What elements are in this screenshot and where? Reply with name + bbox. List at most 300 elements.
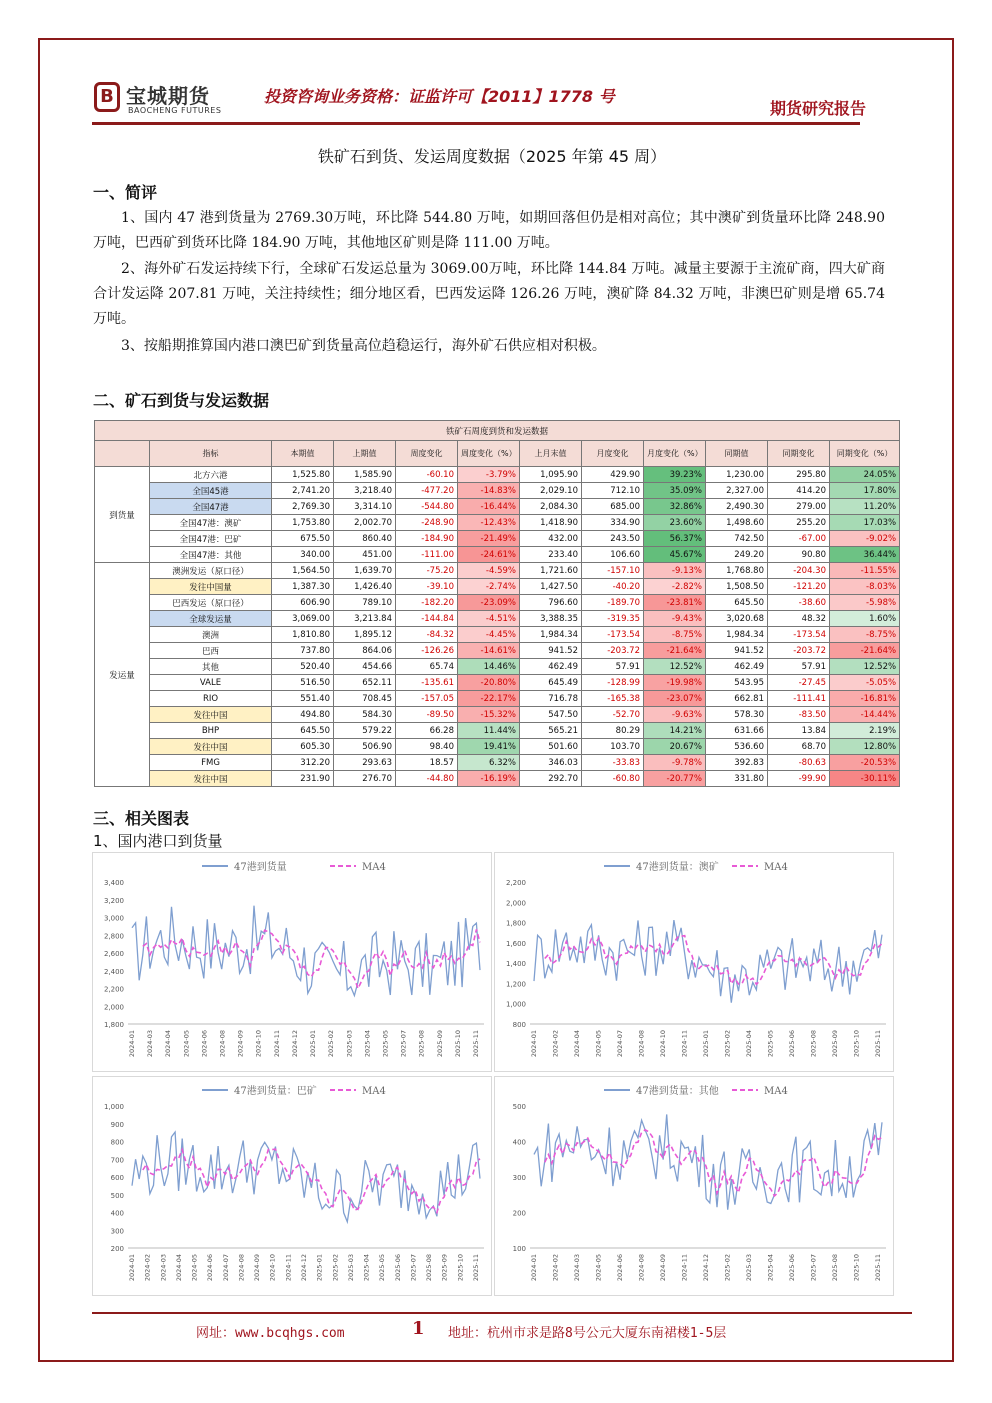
table-cell: -60.10 (396, 467, 458, 483)
table-cell: -248.90 (396, 515, 458, 531)
table-row (95, 659, 900, 675)
x-tick-label: 2024-12 (290, 1030, 299, 1058)
table-cell: 249.20 (706, 547, 768, 563)
table-cell: -8.75% (644, 627, 706, 643)
table-cell: -20.53% (830, 755, 900, 771)
x-tick-label: 2024-08 (237, 1254, 246, 1282)
table-row (95, 723, 900, 739)
table-cell: -80.63 (768, 755, 830, 771)
table-cell: 1,387.30 (272, 579, 334, 595)
table-cell: -203.72 (768, 643, 830, 659)
table-row-label: 澳洲 (150, 627, 272, 643)
table-cell: -9.13% (644, 563, 706, 579)
table-cell: 2,002.70 (334, 515, 396, 531)
table-cell: -184.90 (396, 531, 458, 547)
table-row-label: 全国47港：巴矿 (150, 531, 272, 547)
table-cell: -16.81% (830, 691, 900, 707)
table-cell: 606.90 (272, 595, 334, 611)
table-cell: -135.61 (396, 675, 458, 691)
x-tick-label: 2024-09 (659, 1254, 667, 1282)
table-cell: 20.67% (644, 739, 706, 755)
table-row (95, 707, 900, 723)
table-cell: 1,418.90 (520, 515, 582, 531)
table-row-label: 巴西 (150, 643, 272, 659)
table-cell: -83.50 (768, 707, 830, 723)
x-tick-label: 2024-10 (268, 1254, 277, 1282)
table-cell: 506.90 (334, 739, 396, 755)
legend-series-label: 47港到货量：澳矿 (636, 862, 719, 873)
x-tick-label: 2025-01 (315, 1254, 324, 1282)
table-cell: -14.83% (458, 483, 520, 499)
x-tick-label: 2025-10 (852, 1254, 861, 1282)
table-cell: -204.30 (768, 563, 830, 579)
table-row (95, 691, 900, 707)
table-cell: 12.52% (644, 659, 706, 675)
logo-mark-icon: B (94, 82, 120, 112)
y-tick-label: 2,200 (505, 879, 526, 887)
table-cell: -182.20 (396, 595, 458, 611)
table-cell: -14.61% (458, 643, 520, 659)
x-tick-label: 2024-07 (616, 1030, 624, 1058)
table-header-row (95, 441, 900, 467)
chart-47-ports-other (494, 1076, 894, 1296)
section-heading-summary: 一、简评 (93, 183, 158, 202)
x-tick-label: 2025-11 (874, 1254, 882, 1282)
table-header-cell: 指标 (150, 441, 272, 467)
table-row-label: 发往中国 (150, 739, 272, 755)
table-cell: -12.43% (458, 515, 520, 531)
table-cell: -126.26 (396, 643, 458, 659)
table-row (95, 739, 900, 755)
table-cell: 11.44% (458, 723, 520, 739)
table-cell: 645.49 (520, 675, 582, 691)
table-header-cell: 本期值 (272, 441, 334, 467)
y-tick-label: 3,400 (103, 879, 124, 887)
table-row (95, 563, 900, 579)
table-cell: 279.00 (768, 499, 830, 515)
table-cell: 65.74 (396, 659, 458, 675)
table-row-label: 北方六港 (150, 467, 272, 483)
summary-paragraph-3: 3、按船期推算国内港口澳巴矿到货量高位趋稳运行，海外矿石供应相对积极。 (121, 338, 606, 354)
x-tick-label: 2024-03 (159, 1254, 168, 1282)
chart-47-ports (92, 852, 492, 1072)
legend-series-label: 47港到货量 (234, 862, 287, 873)
table-cell: -111.00 (396, 547, 458, 563)
table-cell: 295.80 (768, 467, 830, 483)
table-cell: -477.20 (396, 483, 458, 499)
y-tick-label: 3,000 (103, 914, 124, 923)
table-cell: 543.95 (706, 675, 768, 691)
table-cell: 1,498.60 (706, 515, 768, 531)
table-cell: 1,525.80 (272, 467, 334, 483)
y-tick-label: 2,200 (103, 985, 124, 994)
table-cell: 675.50 (272, 531, 334, 547)
x-tick-label: 2024-03 (573, 1254, 581, 1282)
table-cell: 2.19% (830, 723, 900, 739)
x-tick-label: 2025-11 (472, 1254, 480, 1282)
table-cell: -19.98% (644, 675, 706, 691)
table-group-label: 发运量 (95, 563, 150, 787)
x-tick-label: 2024-04 (573, 1030, 581, 1058)
table-cell: 737.80 (272, 643, 334, 659)
y-tick-label: 1,400 (505, 960, 526, 969)
y-tick-label: 800 (512, 1021, 526, 1029)
table-cell: 35.09% (644, 483, 706, 499)
x-tick-label: 2024-10 (254, 1030, 263, 1058)
table-cell: -89.50 (396, 707, 458, 723)
table-header-cell: 同期变化 (768, 441, 830, 467)
table-cell: -2.74% (458, 579, 520, 595)
table-cell: 80.29 (582, 723, 644, 739)
y-tick-label: 1,800 (505, 919, 526, 928)
table-cell: -203.72 (582, 643, 644, 659)
x-tick-label: 2025-05 (381, 1030, 390, 1058)
y-tick-label: 200 (512, 1209, 526, 1218)
table-cell: -39.10 (396, 579, 458, 595)
x-tick-label: 2025-08 (425, 1254, 434, 1282)
x-tick-label: 2024-05 (594, 1030, 603, 1058)
charts-subheading: 1、国内港口到货量 (93, 832, 223, 850)
y-tick-label: 3,200 (103, 896, 124, 905)
table-cell: 1,095.90 (520, 467, 582, 483)
table-cell: 579.22 (334, 723, 396, 739)
legend-series-label: 47港到货量：巴矿 (234, 1086, 317, 1097)
table-cell: 708.45 (334, 691, 396, 707)
x-tick-label: 2024-06 (200, 1030, 209, 1058)
legend-ma-label: MA4 (764, 1086, 788, 1097)
table-cell: 103.70 (582, 739, 644, 755)
chart-47-ports-other-svg (494, 1076, 894, 1296)
table-cell: 98.40 (396, 739, 458, 755)
table-row-label: 全国47港：其他 (150, 547, 272, 563)
qualification-text: 投资咨询业务资格：证监许可【2011】1778 号 (264, 87, 615, 106)
chart-47-ports-svg (92, 852, 492, 1072)
x-tick-label: 2025-10 (453, 1030, 462, 1058)
table-header-cell: 周度变化（%） (458, 441, 520, 467)
x-tick-label: 2025-08 (831, 1254, 839, 1282)
x-tick-label: 2025-05 (378, 1254, 387, 1282)
table-cell: 56.37% (644, 531, 706, 547)
table-row-label: 发往中国 (150, 771, 272, 787)
x-tick-label: 2024-02 (551, 1030, 560, 1058)
table-cell: 605.30 (272, 739, 334, 755)
ore-data-table (94, 420, 900, 787)
table-row (95, 611, 900, 627)
y-tick-label: 500 (110, 1191, 124, 1200)
table-cell: -22.17% (458, 691, 520, 707)
y-tick-label: 100 (512, 1245, 526, 1253)
table-row (95, 531, 900, 547)
table-cell: -84.32 (396, 627, 458, 643)
table-cell: -11.55% (830, 563, 900, 579)
table-cell: -5.05% (830, 675, 900, 691)
table-cell: 233.40 (520, 547, 582, 563)
table-cell: -165.38 (582, 691, 644, 707)
report-type: 期货研究报告 (769, 99, 866, 118)
table-cell: 685.00 (582, 499, 644, 515)
table-cell: 1,984.34 (520, 627, 582, 643)
table-row (95, 579, 900, 595)
table-cell: 3,314.10 (334, 499, 396, 515)
x-tick-label: 2025-08 (809, 1030, 818, 1058)
x-tick-label: 2024-01 (128, 1030, 136, 1058)
table-cell: -24.61% (458, 547, 520, 563)
table-cell: -121.20 (768, 579, 830, 595)
table-cell: 90.80 (768, 547, 830, 563)
table-cell: 1,427.50 (520, 579, 582, 595)
x-tick-label: 2025-07 (409, 1254, 418, 1282)
table-cell: -75.20 (396, 563, 458, 579)
table-cell: 3,388.35 (520, 611, 582, 627)
table-cell: 36.44% (830, 547, 900, 563)
table-cell: -2.82% (644, 579, 706, 595)
table-cell: 346.03 (520, 755, 582, 771)
y-tick-label: 800 (110, 1138, 124, 1147)
x-tick-label: 2025-02 (331, 1254, 340, 1282)
x-tick-label: 2024-01 (128, 1254, 136, 1282)
x-tick-label: 2024-11 (272, 1030, 281, 1058)
table-cell: -9.43% (644, 611, 706, 627)
table-cell: 432.00 (520, 531, 582, 547)
table-row (95, 467, 900, 483)
table-row (95, 627, 900, 643)
table-cell: 584.30 (334, 707, 396, 723)
x-tick-label: 2024-11 (284, 1254, 293, 1282)
table-cell: -8.75% (830, 627, 900, 643)
x-tick-label: 2025-08 (417, 1030, 426, 1058)
table-cell: 292.70 (520, 771, 582, 787)
table-cell: -5.98% (830, 595, 900, 611)
table-cell: -16.19% (458, 771, 520, 787)
table-row-label: RIO (150, 691, 272, 707)
table-row (95, 675, 900, 691)
x-tick-label: 2025-04 (363, 1030, 372, 1058)
table-cell: 32.86% (644, 499, 706, 515)
legend-ma-label: MA4 (362, 862, 386, 873)
x-tick-label: 2025-06 (788, 1254, 796, 1282)
footer-website: 网址：www.bcqhgs.com (196, 1326, 345, 1341)
table-cell: 1,230.00 (706, 467, 768, 483)
table-cell: -4.59% (458, 563, 520, 579)
footer-address: 地址：杭州市求是路8号公元大厦东南裙楼1-5层 (448, 1326, 727, 1341)
x-tick-label: 2024-10 (659, 1030, 667, 1058)
x-tick-label: 2025-11 (472, 1030, 480, 1058)
y-tick-label: 1,000 (103, 1103, 124, 1111)
table-cell: 14.21% (644, 723, 706, 739)
table-cell: 255.20 (768, 515, 830, 531)
summary-paragraph-1: 1、国内 47 港到货量为 2769.30万吨，环比降 544.80 万吨，如期回落但仍是相对高位；其中澳矿到货量环比降 248.90 万吨，巴西矿到货环比降 184.90 万吨，其他地区矿则是降 111.00 万吨。 (93, 210, 885, 251)
table-cell: 3,020.68 (706, 611, 768, 627)
table-cell: 106.60 (582, 547, 644, 563)
x-tick-label: 2025-06 (393, 1254, 402, 1282)
table-cell: 243.50 (582, 531, 644, 547)
company-logo (92, 78, 242, 118)
table-cell: -157.10 (582, 563, 644, 579)
table-cell: -60.80 (582, 771, 644, 787)
x-tick-label: 2025-03 (345, 1030, 354, 1058)
table-row (95, 547, 900, 563)
table-cell: 520.40 (272, 659, 334, 675)
y-tick-label: 400 (512, 1138, 526, 1147)
table-cell: 941.52 (706, 643, 768, 659)
table-header-cell: 月度变化（%） (644, 441, 706, 467)
table-cell: -9.02% (830, 531, 900, 547)
x-tick-label: 2024-12 (702, 1254, 710, 1282)
table-header-cell: 同期值 (706, 441, 768, 467)
table-cell: 231.90 (272, 771, 334, 787)
x-tick-label: 2024-06 (206, 1254, 215, 1282)
y-tick-label: 1,600 (505, 939, 526, 948)
x-tick-label: 2025-03 (745, 1254, 753, 1282)
table-cell: -20.77% (644, 771, 706, 787)
table-cell: 789.10 (334, 595, 396, 611)
x-tick-label: 2025-04 (766, 1254, 775, 1282)
table-cell: 551.40 (272, 691, 334, 707)
x-tick-label: 2024-02 (143, 1254, 152, 1282)
table-header-cell: 上期值 (334, 441, 396, 467)
table-cell: -23.07% (644, 691, 706, 707)
legend-series-label: 47港到货量：其他 (636, 1086, 719, 1097)
table-cell: 1,984.34 (706, 627, 768, 643)
table-cell: 14.46% (458, 659, 520, 675)
x-tick-label: 2024-08 (637, 1030, 646, 1058)
y-tick-label: 2,400 (103, 967, 124, 976)
table-row-label: 全国47港：澳矿 (150, 515, 272, 531)
table-cell: -16.44% (458, 499, 520, 515)
table-cell: 712.10 (582, 483, 644, 499)
y-tick-label: 300 (512, 1174, 526, 1182)
x-tick-label: 2024-09 (253, 1254, 262, 1282)
table-cell: 1,768.80 (706, 563, 768, 579)
header-divider (92, 122, 860, 125)
table-cell: 66.28 (396, 723, 458, 739)
table-cell: 2,327.00 (706, 483, 768, 499)
table-cell: 1.60% (830, 611, 900, 627)
table-cell: 941.52 (520, 643, 582, 659)
x-tick-label: 2025-04 (745, 1030, 753, 1058)
table-cell: -21.64% (830, 643, 900, 659)
table-cell: 2,490.30 (706, 499, 768, 515)
table-cell: 742.50 (706, 531, 768, 547)
table-cell: 1,564.50 (272, 563, 334, 579)
x-tick-label: 2025-03 (346, 1254, 355, 1282)
x-tick-label: 2024-09 (236, 1030, 245, 1058)
x-tick-label: 2024-04 (164, 1030, 173, 1058)
table-cell: 631.66 (706, 723, 768, 739)
table-cell: 57.91 (768, 659, 830, 675)
table-cell: 12.52% (830, 659, 900, 675)
logo-en-text: BAOCHENG FUTURES (128, 106, 222, 115)
chart-47-ports-bra-svg (92, 1076, 492, 1296)
x-tick-label: 2024-08 (218, 1030, 227, 1058)
table-cell: 6.32% (458, 755, 520, 771)
table-cell: 414.20 (768, 483, 830, 499)
table-cell: 2,741.20 (272, 483, 334, 499)
x-tick-label: 2024-01 (530, 1254, 538, 1282)
table-cell: 454.66 (334, 659, 396, 675)
x-tick-label: 2024-07 (221, 1254, 230, 1282)
table-row-label: 巴西发运（原口径） (150, 595, 272, 611)
table-cell: 2,084.30 (520, 499, 582, 515)
table-cell: 429.90 (582, 467, 644, 483)
table-cell: 2,769.30 (272, 499, 334, 515)
table-caption: 铁矿石周度到货和发运数据 (95, 421, 900, 441)
table-cell: -319.35 (582, 611, 644, 627)
table-cell: -23.81% (644, 595, 706, 611)
table-cell: 57.91 (582, 659, 644, 675)
footer-divider (92, 1312, 912, 1314)
table-cell: 11.20% (830, 499, 900, 515)
table-cell: -38.60 (768, 595, 830, 611)
y-tick-label: 400 (110, 1209, 124, 1218)
y-tick-label: 500 (512, 1103, 526, 1111)
table-cell: -4.51% (458, 611, 520, 627)
table-cell: 17.03% (830, 515, 900, 531)
table-cell: 48.32 (768, 611, 830, 627)
page-number: 1 (412, 1318, 425, 1339)
table-row-label: BHP (150, 723, 272, 739)
table-cell: 645.50 (706, 595, 768, 611)
x-tick-label: 2024-11 (680, 1254, 689, 1282)
table-cell: 1,585.90 (334, 467, 396, 483)
y-tick-label: 900 (110, 1120, 124, 1129)
y-tick-label: 2,000 (505, 899, 526, 908)
table-cell: 645.50 (272, 723, 334, 739)
table-header-cell: 同期变化（%） (830, 441, 900, 467)
table-cell: -23.09% (458, 595, 520, 611)
table-row-label: 全国45港 (150, 483, 272, 499)
table-cell: 501.60 (520, 739, 582, 755)
table-cell: -3.79% (458, 467, 520, 483)
table-row-label: 全球发运量 (150, 611, 272, 627)
table-row-label: 发往中国量 (150, 579, 272, 595)
logo-cn-text: 宝城期货 (126, 84, 210, 108)
table-cell: -99.90 (768, 771, 830, 787)
table-cell: 293.63 (334, 755, 396, 771)
x-tick-label: 2025-11 (874, 1030, 882, 1058)
table-cell: 1,721.60 (520, 563, 582, 579)
table-cell: -544.80 (396, 499, 458, 515)
table-cell: 24.05% (830, 467, 900, 483)
x-tick-label: 2025-07 (809, 1254, 818, 1282)
x-tick-label: 2025-09 (831, 1030, 839, 1058)
table-cell: 13.84 (768, 723, 830, 739)
table-row (95, 595, 900, 611)
table-cell: 516.50 (272, 675, 334, 691)
x-tick-label: 2025-10 (852, 1030, 861, 1058)
table-cell: 3,069.00 (272, 611, 334, 627)
legend-ma-label: MA4 (362, 1086, 386, 1097)
table-cell: -27.45 (768, 675, 830, 691)
x-tick-label: 2025-04 (362, 1254, 371, 1282)
x-tick-label: 2025-01 (702, 1030, 710, 1058)
legend-ma-label: MA4 (764, 862, 788, 873)
table-cell: 39.23% (644, 467, 706, 483)
y-tick-label: 300 (110, 1227, 124, 1236)
y-tick-label: 1,000 (505, 1000, 526, 1009)
table-cell: -15.32% (458, 707, 520, 723)
table-cell: 3,218.40 (334, 483, 396, 499)
table-cell: 45.67% (644, 547, 706, 563)
x-tick-label: 2024-12 (300, 1254, 308, 1282)
table-cell: 18.57 (396, 755, 458, 771)
table-cell: 536.60 (706, 739, 768, 755)
table-cell: -40.20 (582, 579, 644, 595)
table-cell: -30.11% (830, 771, 900, 787)
table-row-label: 发往中国 (150, 707, 272, 723)
table-cell: 451.00 (334, 547, 396, 563)
table-cell: -157.05 (396, 691, 458, 707)
